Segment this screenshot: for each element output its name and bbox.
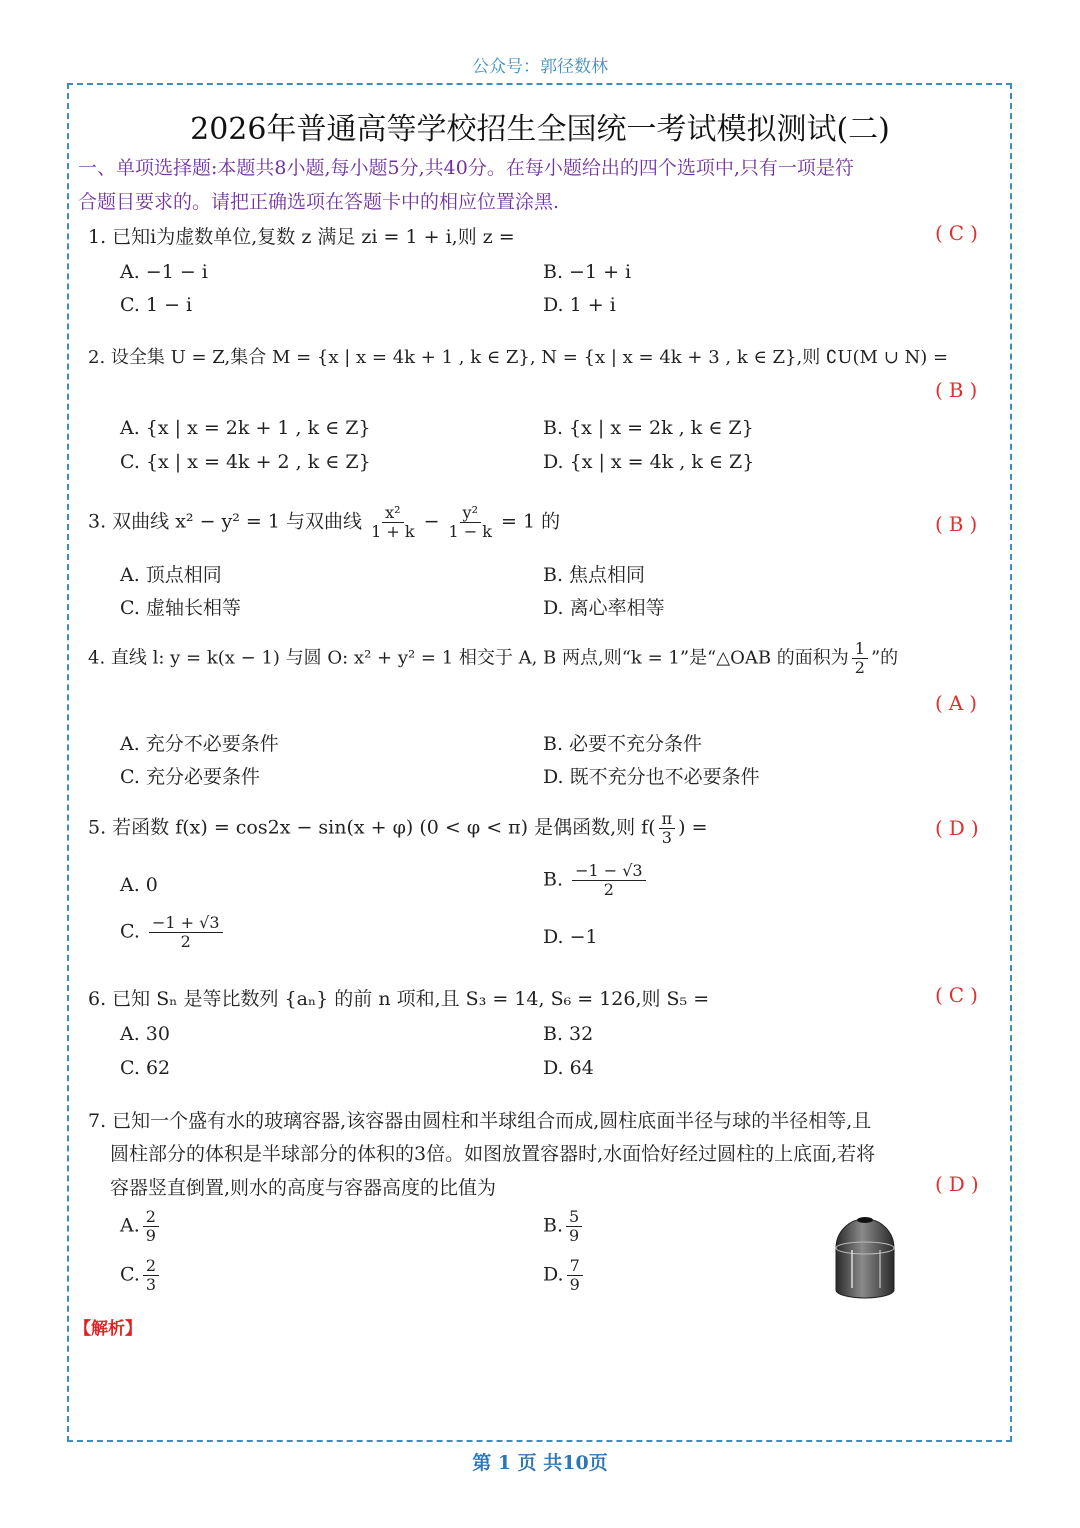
option-label: C. — [120, 920, 140, 943]
q7-option-b — [543, 1208, 585, 1245]
question-5-answer: (D) — [935, 816, 985, 840]
q5-fraction — [659, 810, 676, 847]
denominator: 2 — [180, 932, 191, 951]
question-7-line-2: 圆柱部分的体积是半球部分的体积的3倍。如图放置容器时,水面恰好经过圆柱的上底面,若将 — [110, 1143, 876, 1165]
q4-fraction — [852, 640, 868, 677]
denominator: 9 — [145, 1226, 156, 1245]
q3-option-b: B. 焦点相同 — [543, 564, 646, 586]
q7-option-c — [120, 1257, 162, 1294]
q3-stem-post: = 1 的 — [501, 510, 561, 533]
fraction — [567, 1257, 583, 1294]
denominator: 1 + k — [371, 522, 415, 541]
question-4-stem — [88, 640, 898, 677]
numerator: −1 + √3 — [149, 914, 223, 933]
q7-option-a — [120, 1208, 162, 1245]
option-label: A. — [120, 1214, 140, 1237]
q5-option-c — [120, 914, 226, 951]
q3-fraction-1 — [371, 504, 414, 541]
question-7-line-3: 容器竖直倒置,则水的高度与容器高度的比值为 — [110, 1177, 497, 1199]
denominator: 2 — [854, 658, 865, 677]
analysis-label: 【解析】 — [74, 1319, 142, 1339]
page-footer: 第 1 页 共10页 — [472, 1452, 608, 1474]
q5-b-fraction — [572, 862, 646, 899]
denominator: 3 — [145, 1275, 157, 1294]
numerator: x² — [382, 504, 403, 523]
denominator: 2 — [603, 880, 614, 899]
q5-option-a: A. 0 — [120, 874, 158, 896]
question-2-answer: (B) — [935, 378, 984, 402]
denominator: 1 − k — [448, 522, 492, 541]
question-4-answer: (A) — [935, 691, 984, 715]
q3-stem-pre: 3. 双曲线 x² − y² = 1 与双曲线 — [88, 510, 363, 533]
option-label: B. — [543, 868, 564, 891]
question-1-stem: 1. 已知i为虚数单位,复数 z 满足 zi = 1 + i,则 z = — [88, 226, 515, 248]
q2-option-b: B. {x | x = 2k , k ∈ Z} — [543, 417, 754, 439]
numerator: 5 — [566, 1208, 582, 1227]
option-label: D. — [543, 1263, 564, 1286]
denominator: 3 — [661, 828, 672, 847]
q1-option-c: C. 1 − i — [120, 294, 193, 316]
numerator: 7 — [567, 1257, 583, 1276]
q6-option-d: D. 64 — [543, 1057, 594, 1079]
q4-stem-pre: 4. 直线 l: y = k(x − 1) 与圆 O: x² + y² = 1 相交于 A, B 两点,则“k = 1”是“△OAB 的面积为 — [88, 647, 849, 669]
numerator: y² — [460, 504, 481, 523]
fraction — [143, 1257, 159, 1294]
q4-option-a: A. 充分不必要条件 — [120, 733, 279, 755]
numerator: 1 — [852, 640, 868, 659]
question-7-answer: (D) — [935, 1172, 985, 1196]
page-title: 2026年普通高等学校招生全国统一考试模拟测试(二) — [190, 112, 890, 147]
minus-sign: − — [423, 510, 440, 533]
q4-option-b: B. 必要不充分条件 — [543, 733, 703, 755]
numerator: π — [659, 810, 676, 829]
q7-option-d — [543, 1257, 586, 1294]
q5-option-b — [543, 862, 649, 899]
q2-option-d: D. {x | x = 4k , k ∈ Z} — [543, 451, 755, 473]
question-2-stem: 2. 设全集 U = Z,集合 M = {x | x = 4k + 1 , k ∈ Z}, N = {x | x = 4k + 3 , k ∈ Z},则 ∁U(M ∪ N) = — [88, 347, 949, 368]
q3-fraction-2 — [449, 504, 492, 541]
fraction — [566, 1208, 582, 1245]
question-5-stem — [88, 810, 708, 847]
q2-option-c: C. {x | x = 4k + 2 , k ∈ Z} — [120, 451, 371, 473]
q4-option-d: D. 既不充分也不必要条件 — [543, 766, 760, 788]
q6-option-a: A. 30 — [120, 1023, 170, 1045]
question-7-line-1: 7. 已知一个盛有水的玻璃容器,该容器由圆柱和半球组合而成,圆柱底面半径与球的半径相等,且 — [88, 1110, 872, 1132]
account-header: 公众号：郭径数林 — [472, 57, 608, 77]
numerator: −1 − √3 — [572, 862, 646, 881]
denominator: 9 — [569, 1226, 580, 1245]
question-6-answer: (C) — [935, 983, 984, 1007]
q5-stem-pre: 5. 若函数 f(x) = cos2x − sin(x + φ) (0 < φ < π) 是偶函数,则 f( — [88, 816, 656, 839]
q6-option-c: C. 62 — [120, 1057, 171, 1079]
q5-stem-post: ) = — [678, 816, 708, 839]
section-instructions-1: 一、单项选择题:本题共8小题,每小题5分,共40分。在每小题给出的四个选项中,只有一项是符 — [78, 157, 854, 179]
q1-option-a: A. −1 − i — [120, 261, 208, 283]
option-label: B. — [543, 1214, 564, 1237]
q6-option-b: B. 32 — [543, 1023, 594, 1045]
q5-option-d: D. −1 — [543, 926, 598, 948]
question-3-answer: (B) — [935, 512, 984, 536]
q3-option-d: D. 离心率相等 — [543, 597, 665, 619]
denominator: 9 — [569, 1275, 580, 1294]
q1-option-b: B. −1 + i — [543, 261, 632, 283]
question-6-stem: 6. 已知 Sₙ 是等比数列 {aₙ} 的前 n 项和,且 S₃ = 14, S₆ = 126,则 S₅ = — [88, 988, 710, 1010]
numerator: 2 — [143, 1208, 159, 1227]
q3-option-a: A. 顶点相同 — [120, 564, 222, 586]
q1-option-d: D. 1 + i — [543, 294, 616, 316]
numerator: 2 — [143, 1257, 159, 1276]
q3-option-c: C. 虚轴长相等 — [120, 597, 241, 619]
q5-c-fraction — [149, 914, 223, 951]
question-1-answer: (C) — [935, 221, 984, 245]
q4-stem-post: ”的 — [870, 647, 899, 669]
fraction — [143, 1208, 159, 1245]
glass-container-figure — [832, 1216, 898, 1300]
q4-option-c: C. 充分必要条件 — [120, 766, 260, 788]
option-label: C. — [120, 1263, 140, 1286]
question-3-stem — [88, 504, 560, 541]
q2-option-a: A. {x | x = 2k + 1 , k ∈ Z} — [120, 417, 371, 439]
section-instructions-2: 合题目要求的。请把正确选项在答题卡中的相应位置涂黑. — [78, 191, 560, 213]
